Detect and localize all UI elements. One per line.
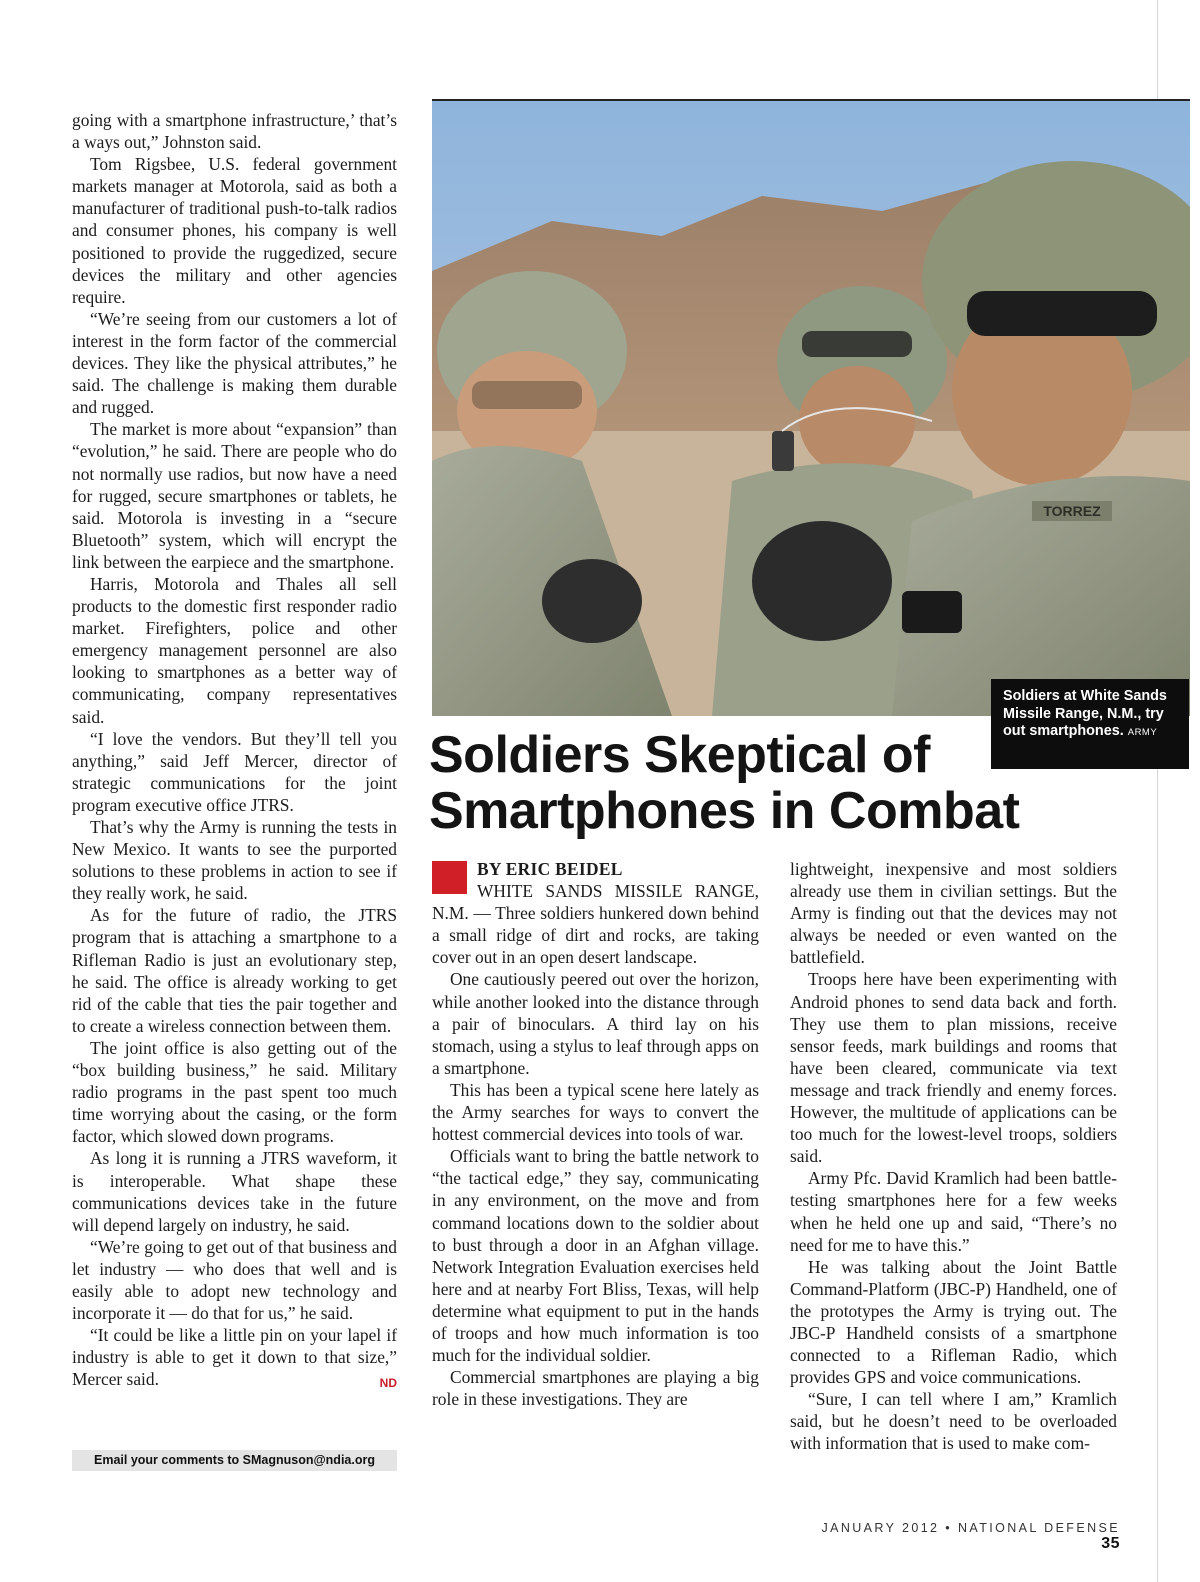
middle-paragraph: Commercial smartphones are playing a big role in these investigations. They are [432,1367,759,1410]
left-paragraph: The joint office is also getting out of the “box building business,” he said. Military radio programs in the past spent too much time worrying about the casing, or the form factor, which slowed down programs. [72,1037,397,1147]
left-paragraph-text: “It could be like a little pin on your lapel if industry is able to get it down to that size,” Mercer said. [72,1325,397,1390]
headline-line-2: Smartphones in Combat [429,782,1020,840]
right-paragraph: He was talking about the Joint Battle Command-Platform (JBC-P) Handheld, one of the prototypes the Army is trying out. The JBC-P Handheld consists of a smartphone connected to a Rifleman Radio, which provides GPS and voice communications. [790,1256,1117,1388]
middle-paragraph: This has been a typical scene here lately as the Army searches for ways to convert the hottest commercial devices into tools of war. [432,1079,759,1145]
photo-credit: ARMY [1127,727,1158,738]
left-paragraph: That’s why the Army is running the tests in New Mexico. It wants to see the purported solutions to these problems in action to see if they really work, he said. [72,817,397,904]
headline-line-1: Soldiers Skeptical of [429,726,930,784]
dateline: WHITE SANDS MISSILE RANGE, N.M. — [432,881,759,924]
page-footer [800,1521,1120,1553]
left-paragraph: “We’re seeing from our customers a lot of interest in the form factor of the commercial devices. They like the physical attributes,” he said. The challenge is making them durable and rugged. [72,308,397,418]
left-column [72,109,397,1394]
right-paragraph: Army Pfc. David Kramlich had been battle-testing smartphones here for a few weeks when he held one up and said, “There’s no need for me to have this.” [790,1168,1117,1255]
left-paragraph: Tom Rigsbee, U.S. federal government markets manager at Motorola, said as both a manufacturer of traditional push-to-talk radios and consumer phones, his company is well positioned to provide the ruggedized, secure devices the military and other agencies require. [72,154,397,307]
left-paragraph-last [72,1324,397,1390]
soldiers-photo-illustration [432,101,1190,716]
photo-caption-text: Soldiers at White Sands Missile Range, N.M., try out smartphones. [1003,688,1167,739]
left-paragraph: going with a smartphone infrastructure,’ that’s a ways out,” Johnston said. [72,110,397,153]
left-paragraph: The market is more about “expansion” than “evolution,” he said. There are people who do not normally use radios, but now have a need for rugged, secure smartphones or tablets, he said. Motorola is investing in a “secure Bluetooth” system, which will encrypt the link between the earpiece and the smartphone. [72,419,397,572]
lead-text: Three soldiers hunkered down behind a small ridge of dirt and rocks, are taking cover out in an open desert landscape. [432,903,759,968]
article-photo [432,99,1190,716]
lead-paragraph [432,858,759,968]
page-number: 35 [1101,1535,1120,1552]
left-paragraph: “We’re going to get out of that business and let industry — who does that well and is easily able to adopt new technology and incorporate it — do that for us,” he said. [72,1236,397,1324]
left-paragraph: As for the future of radio, the JTRS program that is attaching a smartphone to a Rifleman Radio is just an evolutionary step, he said. The office is already working to get rid of the cable that ties the pair together and to create a wireless connection between them. [72,905,397,1036]
right-paragraph: Troops here have been experimenting with Android phones to send data back and forth. They use them to plan missions, receive sensor feeds, mark buildings and rooms that have been cleared, communicate via text message and track friendly and enemy forces. However, the multitude of applications can be too much for the lowest-level troops, soldiers said. [790,969,1117,1167]
right-paragraph: “Sure, I can tell where I am,” Kramlich said, but he doesn’t need to be overloaded with information that is used to make com- [790,1389,1117,1454]
footer-bullet: • [945,1521,953,1535]
middle-column [432,858,759,1410]
middle-paragraph: Officials want to bring the battle network to “the tactical edge,” they say, communicating in any environment, on the move and from command locations down to the soldier about to bust through a door in an Afghan village. Network Integration Evaluation exercises held here and at nearby Fort Bliss, Texas, will help determine what equipment to put in the hands of troops and how much information is too much for the individual soldier. [432,1146,759,1366]
left-paragraph: Harris, Motorola and Thales all sell products to the domestic first responder radio market. Firefighters, police and other emergency management personnel are also looking to smartphones as a better way of communicating, company representatives said. [72,573,397,727]
middle-paragraph: One cautiously peered out over the horizon, while another looked into the distance through a pair of binoculars. A third lay on his stomach, using a stylus to leaf through apps on a smartphone. [432,969,759,1078]
red-accent-square [432,861,467,894]
email-address-link[interactable]: SMagnuson@ndia.org [242,1453,375,1467]
email-prefix: Email your comments to [94,1453,243,1467]
footer-issue: JANUARY 2012 [821,1521,940,1535]
article-headline [429,727,1069,839]
nametape-text: TORREZ [1043,503,1101,519]
email-comments-box [72,1450,397,1471]
footer-publication: NATIONAL DEFENSE [957,1521,1120,1535]
left-paragraph: “I love the vendors. But they’ll tell you anything,” said Jeff Mercer, director of strategic communications for the joint program executive office JTRS. [72,728,397,815]
right-column [790,858,1117,1455]
end-mark-nd: ND [379,1376,397,1391]
left-paragraph: As long it is running a JTRS waveform, it is interoperable. What shape these communications devices take in the future will depend largely on industry, he said. [72,1148,397,1235]
right-continuation: lightweight, inexpensive and most soldiers already use them in civilian settings. But the Army is finding out that the devices may not always be needed or even wanted on the battlefield. [790,859,1117,968]
byline: BY ERIC BEIDEL [477,859,623,879]
